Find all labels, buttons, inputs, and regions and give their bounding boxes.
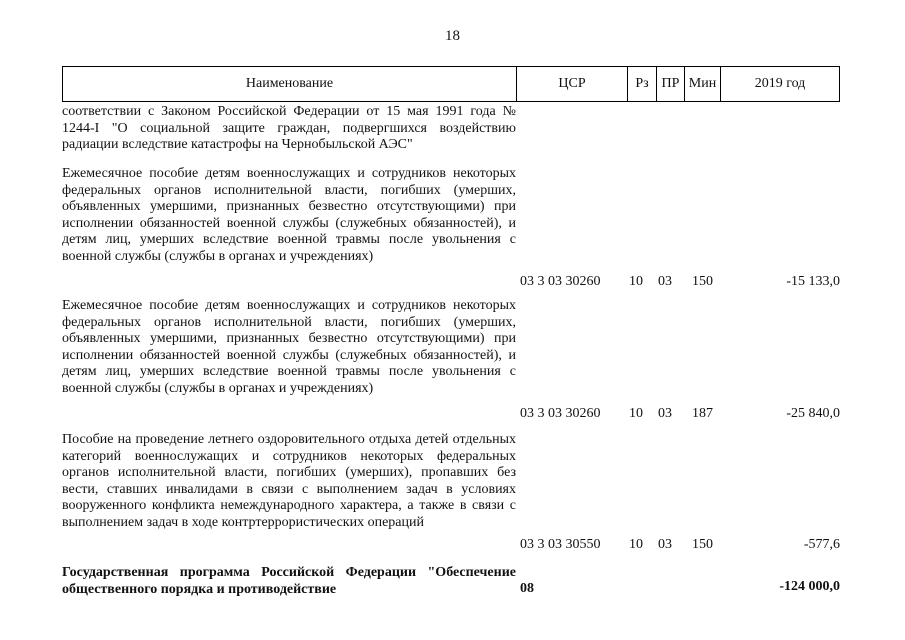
header-rz: Рз <box>628 67 657 101</box>
row-name: соответствии с Законом Российской Федерации от 15 мая 1991 года № 1244-I "О социальной защите граждан, подвергшихся воздействию радиации вследствие катастрофы на Чернобыльской АЭС" <box>62 104 516 152</box>
row-name: Ежемесячное пособие детям военнослужащих и сотрудников некоторых федеральных органов исполнительной власти, погибших (умерших, объявленных умершими, признанных безвестно отсутствующими) при исполнении обязанностей военной службы (служебных обязанностей), и детям лиц, умерших вследствие военной травмы после увольнения с военной службы (службы в органах и учреждениях) <box>62 298 516 396</box>
row-min: 150 <box>692 536 713 552</box>
row-amount: -124 000,0 <box>779 578 840 594</box>
table-row <box>62 166 840 290</box>
row-name: Государственная программа Российской Федерации "Обеспечение общественного порядка и противодействие <box>62 565 516 597</box>
row-csr: 03 3 03 30260 <box>520 273 601 289</box>
row-rz: 10 <box>629 536 643 552</box>
row-pr: 03 <box>658 536 672 552</box>
table-row <box>62 298 840 422</box>
row-rz: 10 <box>629 273 643 289</box>
row-amount: -25 840,0 <box>786 405 840 421</box>
row-pr: 03 <box>658 405 672 421</box>
row-min: 150 <box>692 273 713 289</box>
row-csr: 03 3 03 30260 <box>520 405 601 421</box>
table-row <box>62 432 840 553</box>
row-rz: 10 <box>629 405 643 421</box>
row-name: Пособие на проведение летнего оздоровительного отдыха детей отдельных категорий военнослужащих и сотрудников некоторых федеральных органов исполнительной власти, погибших (умерших), пропавших без вести, ставших инвалидами в связи с выполнением задач в условиях вооруженного конфликта немеждународного характера, а также в связи с выполнением задач в ходе контртеррористических операций <box>62 432 516 530</box>
row-csr: 08 <box>520 580 534 596</box>
row-pr: 03 <box>658 273 672 289</box>
header-csr: ЦСР <box>517 67 628 101</box>
table-header <box>62 66 840 102</box>
header-year: 2019 год <box>754 76 806 91</box>
header-min: Мин <box>685 67 721 101</box>
row-name: Ежемесячное пособие детям военнослужащих и сотрудников некоторых федеральных органов исполнительной власти, погибших (умерших, объявленных умершими, признанных безвестно отсутствующими) при исполнении обязанностей военной службы (служебных обязанностей), и детям лиц, умерших вследствие военной травмы после увольнения с военной службы (службы в органах и учреждениях) <box>62 166 516 264</box>
row-min: 187 <box>692 405 713 421</box>
table-row <box>62 104 840 154</box>
row-amount: -577,6 <box>803 536 840 552</box>
row-csr: 03 3 03 30550 <box>520 536 601 552</box>
page-number: 18 <box>445 28 460 44</box>
row-amount: -15 133,0 <box>786 273 840 289</box>
header-name: Наименование <box>63 67 517 101</box>
table-row <box>62 565 840 599</box>
header-pr: ПР <box>657 67 685 101</box>
